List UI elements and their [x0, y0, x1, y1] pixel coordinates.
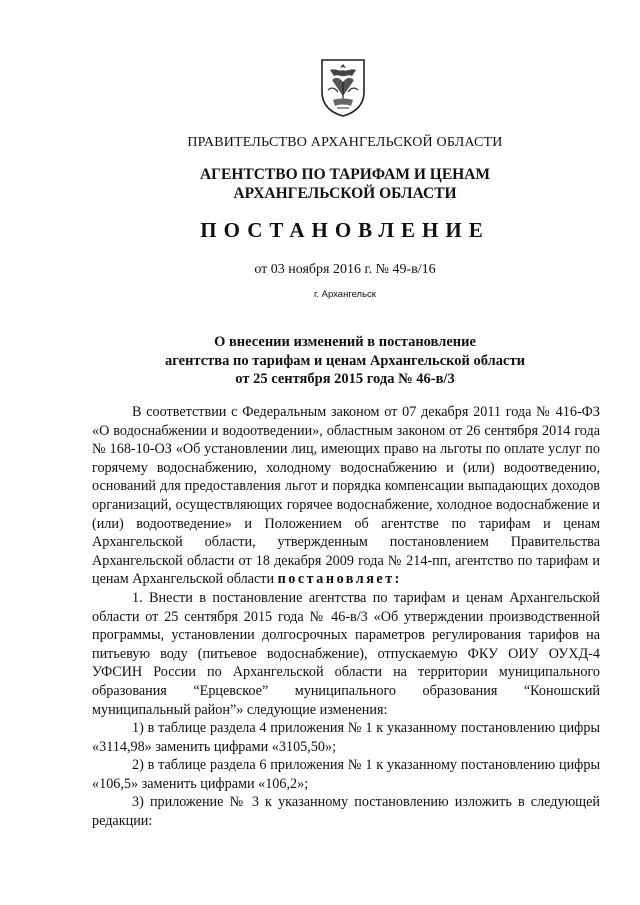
preamble-paragraph	[92, 403, 600, 589]
government-name: ПРАВИТЕЛЬСТВО АРХАНГЕЛЬСКОЙ ОБЛАСТИ	[187, 135, 503, 150]
document-date-number: от 03 ноября 2016 г. № 49-в/16	[254, 262, 436, 277]
document-city: г. Архангельск	[314, 289, 376, 300]
item-1-3-paragraph: 3) приложение № 3 к указанному постановлению изложить в следующей редакции:	[92, 794, 600, 830]
subject-line-3: от 25 сентября 2015 года № 46-в/3	[235, 371, 455, 387]
agency-name-line-1: АГЕНТСТВО ПО ТАРИФАМ И ЦЕНАМ	[199, 166, 491, 183]
item-1-2-paragraph: 2) в таблице раздела 6 приложения № 1 к указанному постановлению цифры «106,5» заменить цифрами «106,2»;	[92, 757, 600, 792]
item-1-paragraph: 1. Внести в постановление агентства по тарифам и ценам Архангельской области от 25 сентября 2015 года № 46-в/3 «Об утверждении производственной программы, установлении долгосрочных параметров регулирования тарифов на питьевую воду (питьевое водоснабжение), отпускаемую ФКУ ОИУ ОУХД-4 УФСИН России по Архангельской области на территории муниципального образования “Ерцевское” муниципального образования “Коношский муниципальный район”» следующие изменения:	[92, 589, 600, 718]
subject-line-1: О внесении изменений в постановление	[214, 334, 476, 350]
document-body	[92, 403, 600, 831]
coat-of-arms-icon	[318, 56, 368, 118]
agency-name-line-2: АРХАНГЕЛЬСКОЙ ОБЛАСТИ	[233, 185, 457, 202]
preamble-text: В соответствии с Федеральным законом от 07 декабря 2011 года № 416-ФЗ «О водоснабжении и водоотведении», областным законом от 26 сентября 2014 года № 168-10-ОЗ «Об установлении лиц, имеющих право на льготы по оплате услуг по горячему водоснабжению, холодному водоснабжению и (или) водоотведению, оснований для предоставления льгот и порядка компенсации выпадающих доходов организаций, осуществляющих горячее водоснабжение, холодное водоснабжение и (или) водоотведение» и Положением об агентстве по тарифам и ценам Архангельской области, утвержденным постановлением Правительства Архангельской области от 18 декабря 2009 года № 214-пп, агентство по тарифам и ценам Архангельской области	[92, 404, 600, 588]
document-type: ПОСТАНОВЛЕНИЕ	[200, 218, 490, 242]
subject-line-2: агентства по тарифам и ценам Архангельской области	[165, 352, 525, 369]
document-subject	[90, 333, 600, 389]
agency-name	[90, 165, 600, 203]
resolves-word: постановляет:	[277, 571, 402, 588]
item-1-1-paragraph: 1) в таблице раздела 4 приложения № 1 к указанному постановлению цифры «3114,98» заменить цифрами «3105,50»;	[92, 720, 600, 755]
